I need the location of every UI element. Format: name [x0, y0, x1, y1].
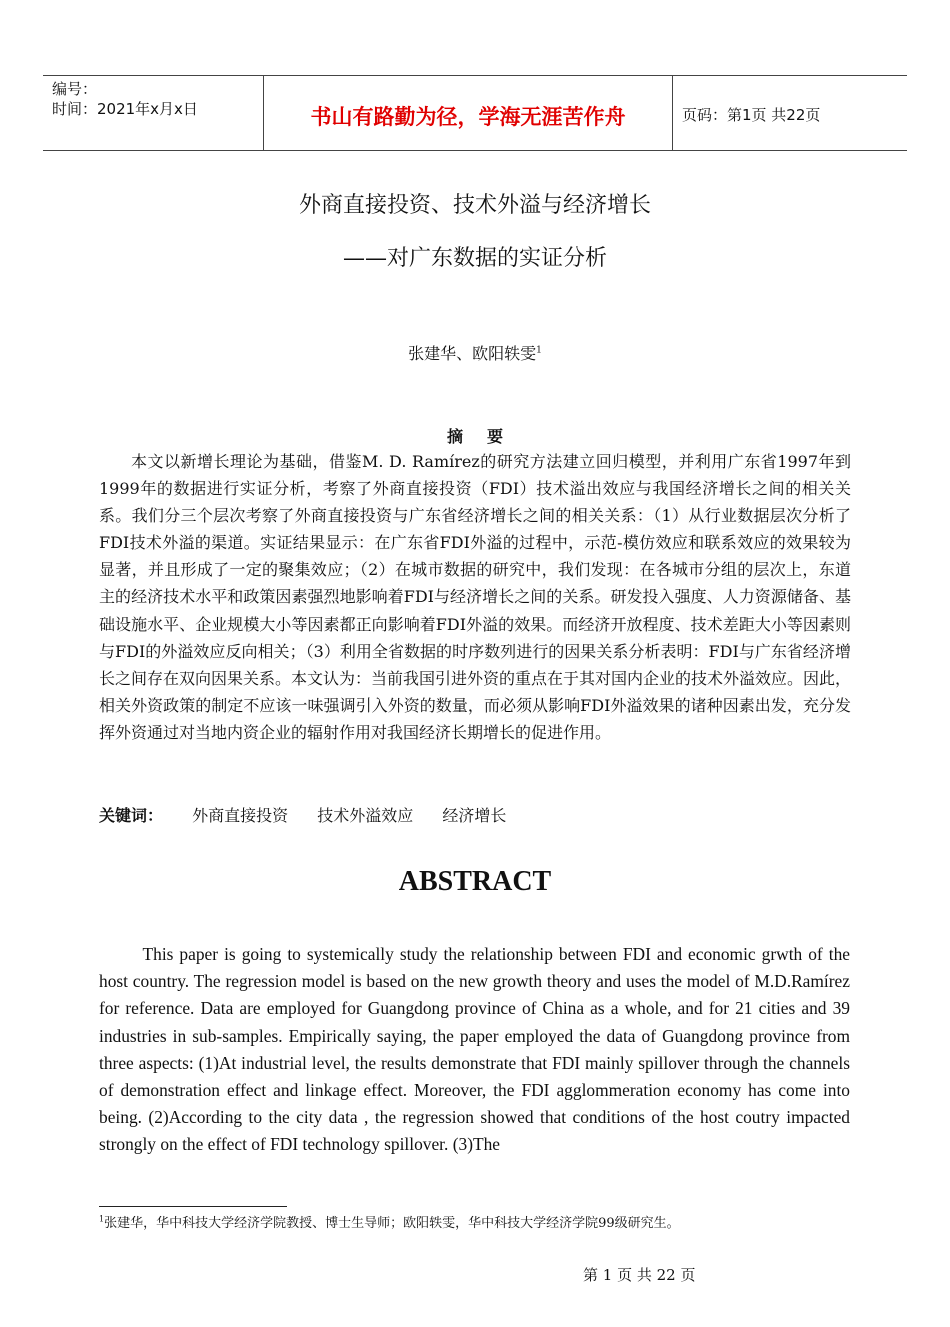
- header-page-info: 页码：第1页 共22页: [682, 106, 821, 124]
- paper-title: 外商直接投资、技术外溢与经济增长: [298, 193, 651, 218]
- author-names: 张建华、欧阳轶雯: [408, 344, 537, 363]
- page-header: [43, 75, 907, 151]
- footnote-text: 张建华，华中科技大学经济学院教授、博士生导师；欧阳轶雯，华中科技大学经济学院99级研究生。: [104, 1216, 680, 1231]
- abstract-english-heading: ABSTRACT: [398, 866, 552, 897]
- footnote: [99, 1212, 680, 1231]
- keywords-label: 关键词：: [99, 806, 164, 825]
- time-label: 时间：2021年x月x日: [52, 100, 198, 118]
- serial-label: 编号：: [52, 80, 98, 98]
- keyword-item: 外商直接投资: [192, 806, 289, 825]
- author-footnote-mark: 1: [536, 345, 542, 356]
- keyword-item: 经济增长: [442, 806, 507, 825]
- paper-subtitle: ——对广东数据的实证分析: [342, 246, 607, 271]
- paper-authors: [0, 341, 950, 364]
- keyword-item: 技术外溢效应: [317, 806, 414, 825]
- footnote-divider: [99, 1206, 287, 1207]
- keywords-line: [99, 803, 506, 826]
- header-motto: 书山有路勤为径，学海无涯苦作舟: [310, 105, 626, 129]
- footnote-mark: 1: [99, 1214, 105, 1224]
- header-page-cell: [672, 76, 907, 150]
- abstract-chinese: 本文以新增长理论为基础，借鉴M. D. Ramírez的研究方法建立回归模型，并利用广东省1997年到1999年的数据进行实证分析，考察了外商直接投资（FDI）技术溢出效应与我国经济增长之间的相关关系。我们分三个层次考察了外商直接投资与广东省经济增长之间的相关关系：（1）从行业数据层次分析了FDI技术外溢的渠道。实证结果显示：在广东省FDI外溢的过程中，示范-模仿效应和联系效应的效果较为显著，并且形成了一定的聚集效应；（2）在城市数据的研究中，我们发现：在各城市分组的层次上，东道主的经济技术水平和政策因素强烈地影响着FDI与经济增长之间的关系。研发投入强度、人力资源储备、基础设施水平、企业规模大小等因素都正向影响着FDI外溢的效果。而经济开放程度、技术差距大小等因素则与FDI的外溢效应反向相关；（3）利用全省数据的时序数列进行的因果关系分析表明：FDI与广东省经济增长之间存在双向因果关系。本文认为：当前我国引进外资的重点在于其对国内企业的技术外溢效应。因此，相关外资政策的制定不应该一味强调引入外资的数量，而必须从影响FDI外溢效果的诸种因素出发，充分发挥外资通过对当地内资企业的辐射作用对我国经济长期增长的促进作用。: [99, 452, 852, 742]
- header-motto-cell: [263, 76, 673, 150]
- header-meta-cell: [43, 76, 263, 150]
- abstract-heading: 摘要: [446, 427, 527, 446]
- page-footer: 第 1 页 共 22 页: [583, 1266, 696, 1284]
- abstract-english: This paper is going to systemically study the relationship between FDI and economic grwth of the host country. The regression model is based on the new growth theory and uses the model of M.D.Ramírez for reference. Data are employed for Guangdong province of China as a whole, and for 21 cities and 39 industries in sub-samples. Empirically saying, the paper employed the data of Guangdong province from three aspects: (1)At industrial level, the results demonstrate that FDI mainly spillover through the channels of demonstration effect and linkage effect. Moreover, the FDI agglommeration economy has come into being. (2)According to the city data , the regression showed that conditions of the host coutry impacted strongly on the effect of FDI technology spillover. (3)The: [99, 944, 850, 1155]
